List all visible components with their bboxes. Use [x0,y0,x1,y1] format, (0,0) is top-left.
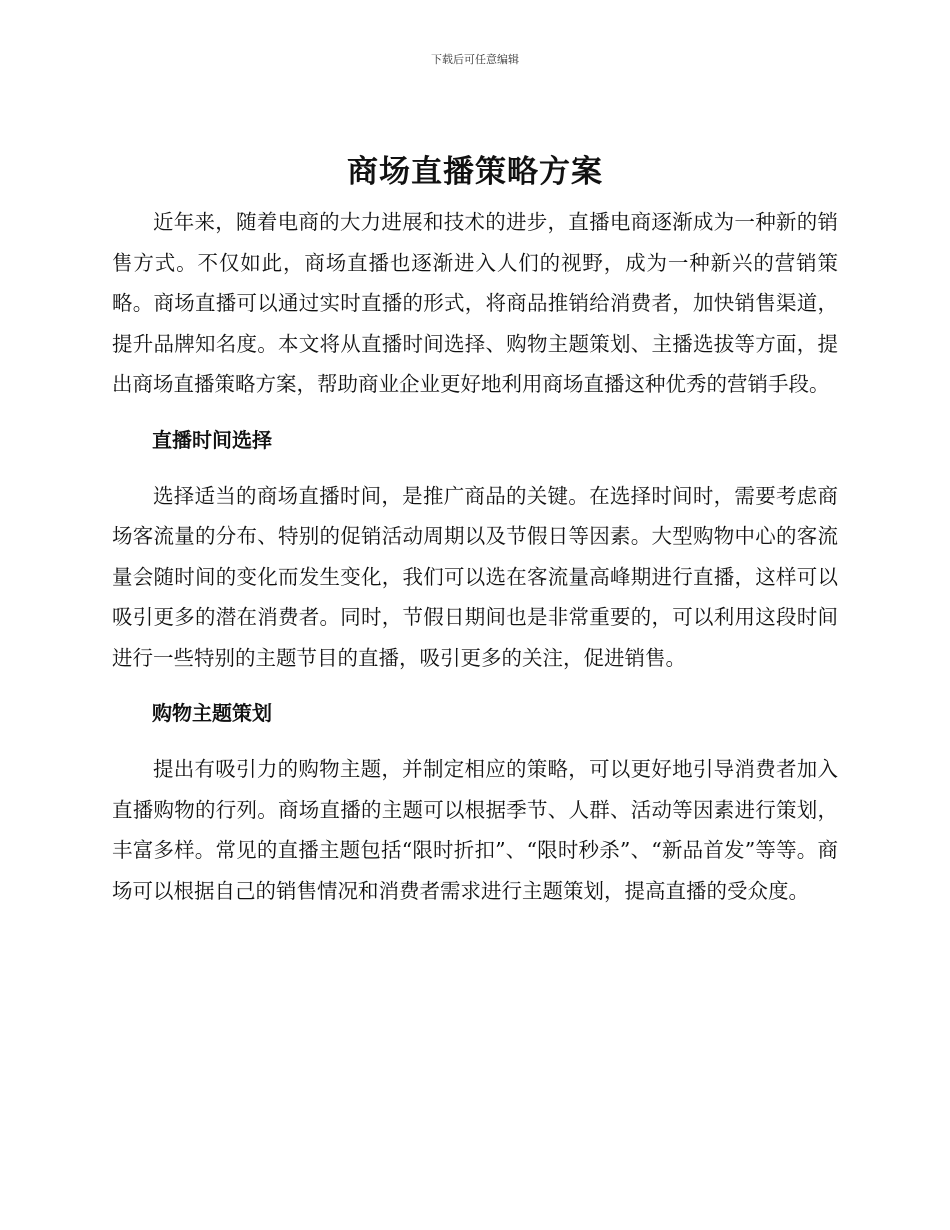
document-body [112,202,838,911]
section-shopping-theme [112,693,838,911]
section-broadcast-time [112,420,838,679]
section-paragraph: 选择适当的商场直播时间，是推广商品的关键。在选择时间时，需要考虑商场客流量的分布、特别的促销活动周期以及节假日等因素。大型购物中心的客流量会随时间的变化而发生变化，我们可以选在客流量高峰期进行直播，这样可以吸引更多的潜在消费者。同时，节假日期间也是非常重要的，可以利用这段时间进行一些特别的主题节目的直播，吸引更多的关注，促进销售。 [112,483,838,670]
section-paragraph: 提出有吸引力的购物主题，并制定相应的策略，可以更好地引导消费者加入直播购物的行列。商场直播的主题可以根据季节、人群、活动等因素进行策划，丰富多样。常见的直播主题包括“限时折扣”、“限时秒杀”、“新品首发”等等。商场可以根据自己的销售情况和消费者需求进行主题策划，提高直播的受众度。 [112,757,838,903]
page-header-note: 下载后可任意编辑 [431,53,519,66]
section-heading: 购物主题策划 [152,701,272,725]
intro-paragraph: 近年来，随着电商的大力进展和技术的进步，直播电商逐渐成为一种新的销售方式。不仅如此，商场直播也逐渐进入人们的视野，成为一种新兴的营销策略。商场直播可以通过实时直播的形式，将商品推销给消费者，加快销售渠道，提升品牌知名度。本文将从直播时间选择、购物主题策划、主播选拔等方面，提出商场直播策略方案，帮助商业企业更好地利用商场直播这种优秀的营销手段。 [112,210,838,396]
document-title: 商场直播策略方案 [347,154,603,190]
section-heading: 直播时间选择 [152,427,272,452]
